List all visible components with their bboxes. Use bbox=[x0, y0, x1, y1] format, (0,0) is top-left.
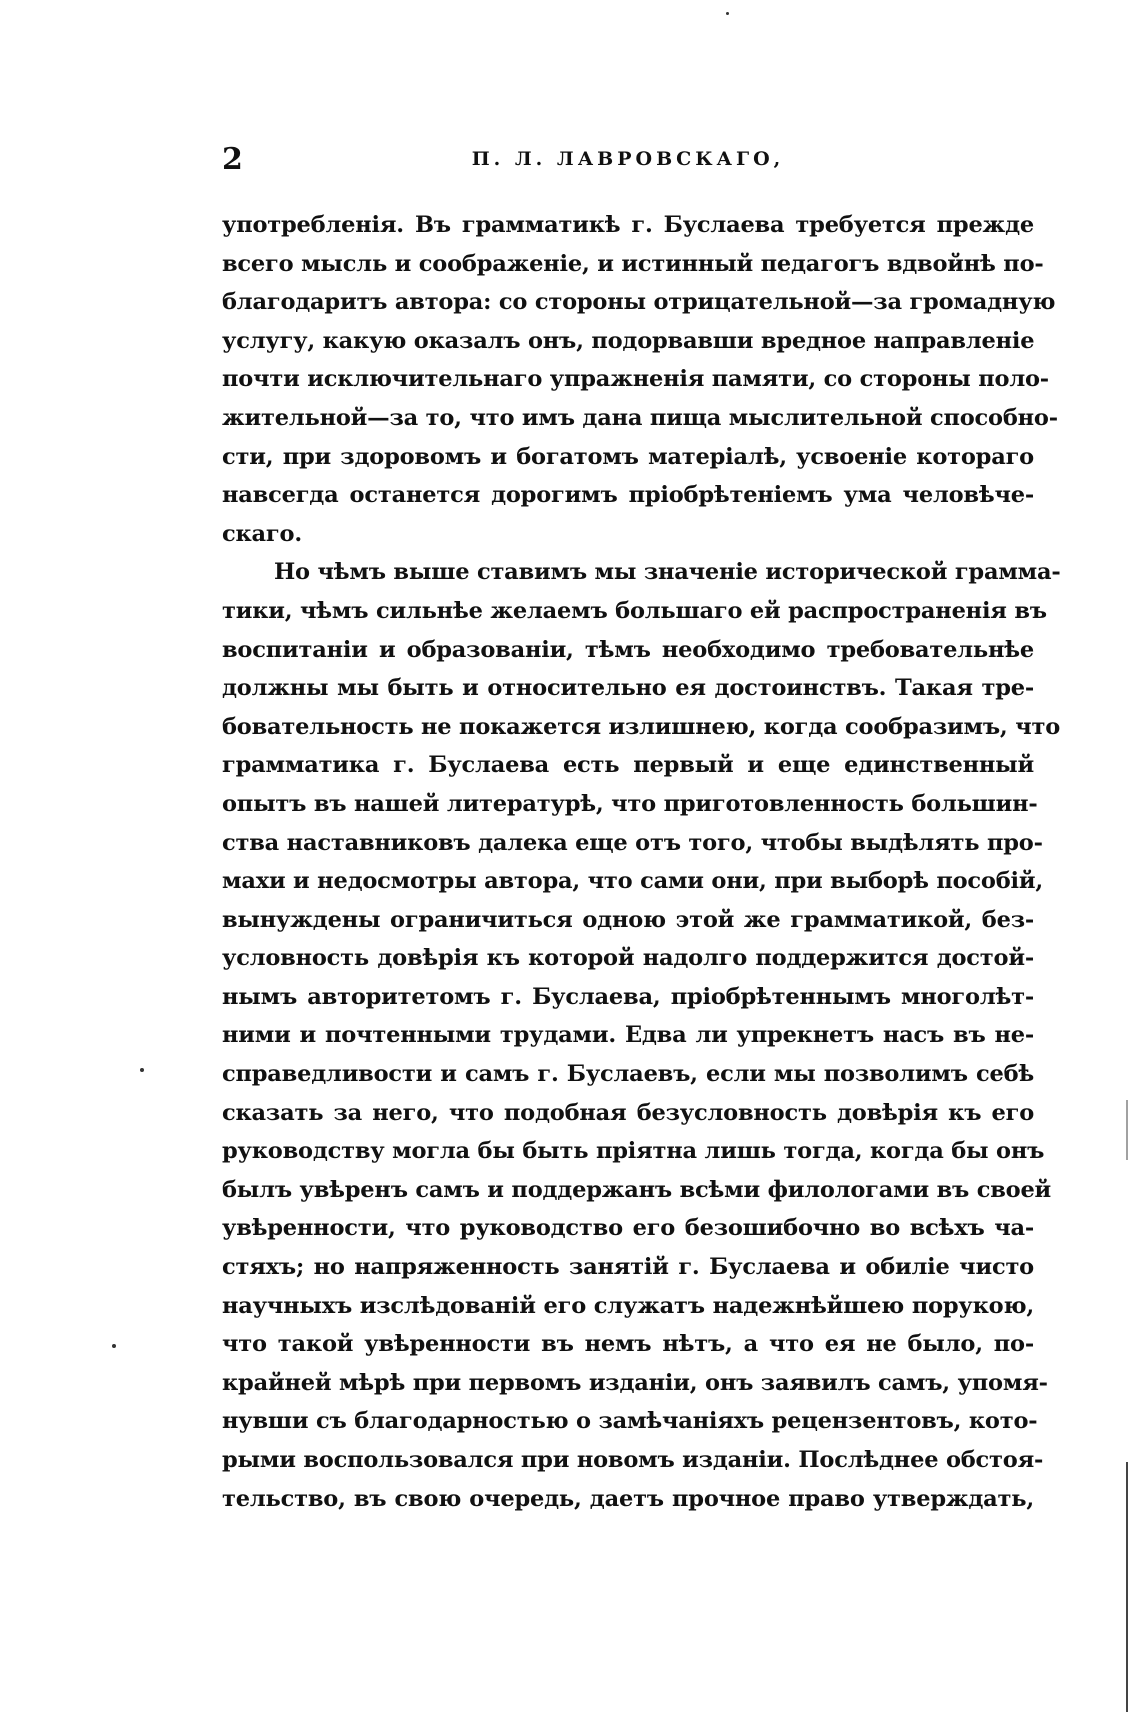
text-line: услугу, какую оказалъ онъ, подорвавши вредное направленіе bbox=[222, 327, 1035, 354]
text-line: условность довѣрія къ которой надолго поддержится достой- bbox=[222, 945, 1034, 972]
text-line: бовательность не покажется излишнею, когда сообразимъ, что bbox=[222, 713, 1061, 740]
paragraph-2 bbox=[222, 553, 1061, 1518]
text-line: ними и почтенными трудами. Едва ли упрекнетъ насъ въ не- bbox=[222, 1022, 1034, 1049]
text-line: нымъ авторитетомъ г. Буслаева, пріобрѣтеннымъ многолѣт- bbox=[222, 983, 1034, 1010]
scan-edge-line bbox=[1126, 1100, 1128, 1160]
text-line: крайней мѣрѣ при первомъ изданіи, онъ заявилъ самъ, упомя- bbox=[222, 1369, 1048, 1396]
text-line: увѣренности, что руководство его безошибочно во всѣхъ ча- bbox=[222, 1215, 1034, 1242]
text-line: справедливости и самъ г. Буслаевъ, если мы позволимъ себѣ bbox=[222, 1061, 1034, 1088]
text-line: былъ увѣренъ самъ и поддержанъ всѣми филологами въ своей bbox=[222, 1176, 1052, 1203]
text-line: жительной—за то, что имъ дана пища мыслительной способно- bbox=[222, 404, 1058, 431]
text-line: грамматика г. Буслаева есть первый и еще единственный bbox=[222, 752, 1034, 779]
scan-edge-line bbox=[1126, 1462, 1128, 1712]
text-line: воспитаніи и образованіи, тѣмъ необходимо требовательнѣе bbox=[222, 636, 1034, 663]
text-line: стяхъ; но напряженность занятій г. Буслаева и обиліе чисто bbox=[222, 1254, 1034, 1281]
text-line: всего мысль и соображеніе, и истинный педагогъ вдвойнѣ по- bbox=[222, 250, 1044, 277]
text-line: должны мы быть и относительно ея достоинствъ. Такая тре- bbox=[222, 675, 1034, 702]
text-line: Но чѣмъ выше ставимъ мы значеніе исторической грамма- bbox=[274, 559, 1061, 586]
scan-speck bbox=[140, 1068, 144, 1072]
text-line: нувши съ благодарностью о замѣчаніяхъ рецензентовъ, кото- bbox=[222, 1408, 1038, 1435]
text-line: научныхъ изслѣдованій его служатъ надежнѣйшею порукою, bbox=[222, 1292, 1034, 1319]
body-text bbox=[222, 206, 1061, 1518]
text-line: ства наставниковъ далека еще отъ того, чтобы выдѣлять про- bbox=[222, 829, 1043, 856]
page-number: 2 bbox=[222, 142, 243, 177]
scan-speck bbox=[726, 12, 729, 15]
running-head: П. Л. ЛАВРОВСКАГО, bbox=[471, 148, 785, 170]
text-line: благодаритъ автора: со стороны отрицательной—за громадную bbox=[222, 289, 1056, 316]
text-line: что такой увѣренности въ немъ нѣтъ, а что ея не было, по- bbox=[222, 1331, 1034, 1358]
text-line: рыми воспользовался при новомъ изданіи. Послѣднее обстоя- bbox=[222, 1447, 1044, 1473]
text-line: сти, при здоровомъ и богатомъ матеріалѣ, усвоеніе котораго bbox=[222, 443, 1034, 470]
text-line: руководству могла бы быть пріятна лишь тогда, когда бы онъ bbox=[222, 1138, 1045, 1165]
text-line: употребленія. Въ грамматикѣ г. Буслаева требуется прежде bbox=[222, 212, 1034, 238]
text-line: скаго. bbox=[222, 520, 302, 547]
scan-speck bbox=[112, 1344, 116, 1348]
text-line: навсегда останется дорогимъ пріобрѣтеніемъ ума человѣче- bbox=[222, 482, 1034, 509]
text-line: тики, чѣмъ сильнѣе желаемъ большаго ей распространенія въ bbox=[222, 597, 1047, 624]
paragraph-1 bbox=[222, 206, 1058, 553]
page-header bbox=[222, 142, 1034, 182]
text-line: махи и недосмотры автора, что сами они, при выборѣ пособій, bbox=[222, 868, 1044, 895]
text-line: сказать за него, что подобная безусловность довѣрія къ его bbox=[222, 1099, 1034, 1126]
text-line: опытъ въ нашей литературѣ, что приготовленность большин- bbox=[222, 790, 1038, 817]
text-line: тельство, въ свою очередь, даетъ прочное право утверждать, bbox=[222, 1485, 1034, 1512]
text-line: вынуждены ограничиться одною этой же грамматикой, без- bbox=[222, 906, 1034, 933]
text-line: почти исключительнаго упражненія памяти, со стороны поло- bbox=[222, 366, 1049, 393]
